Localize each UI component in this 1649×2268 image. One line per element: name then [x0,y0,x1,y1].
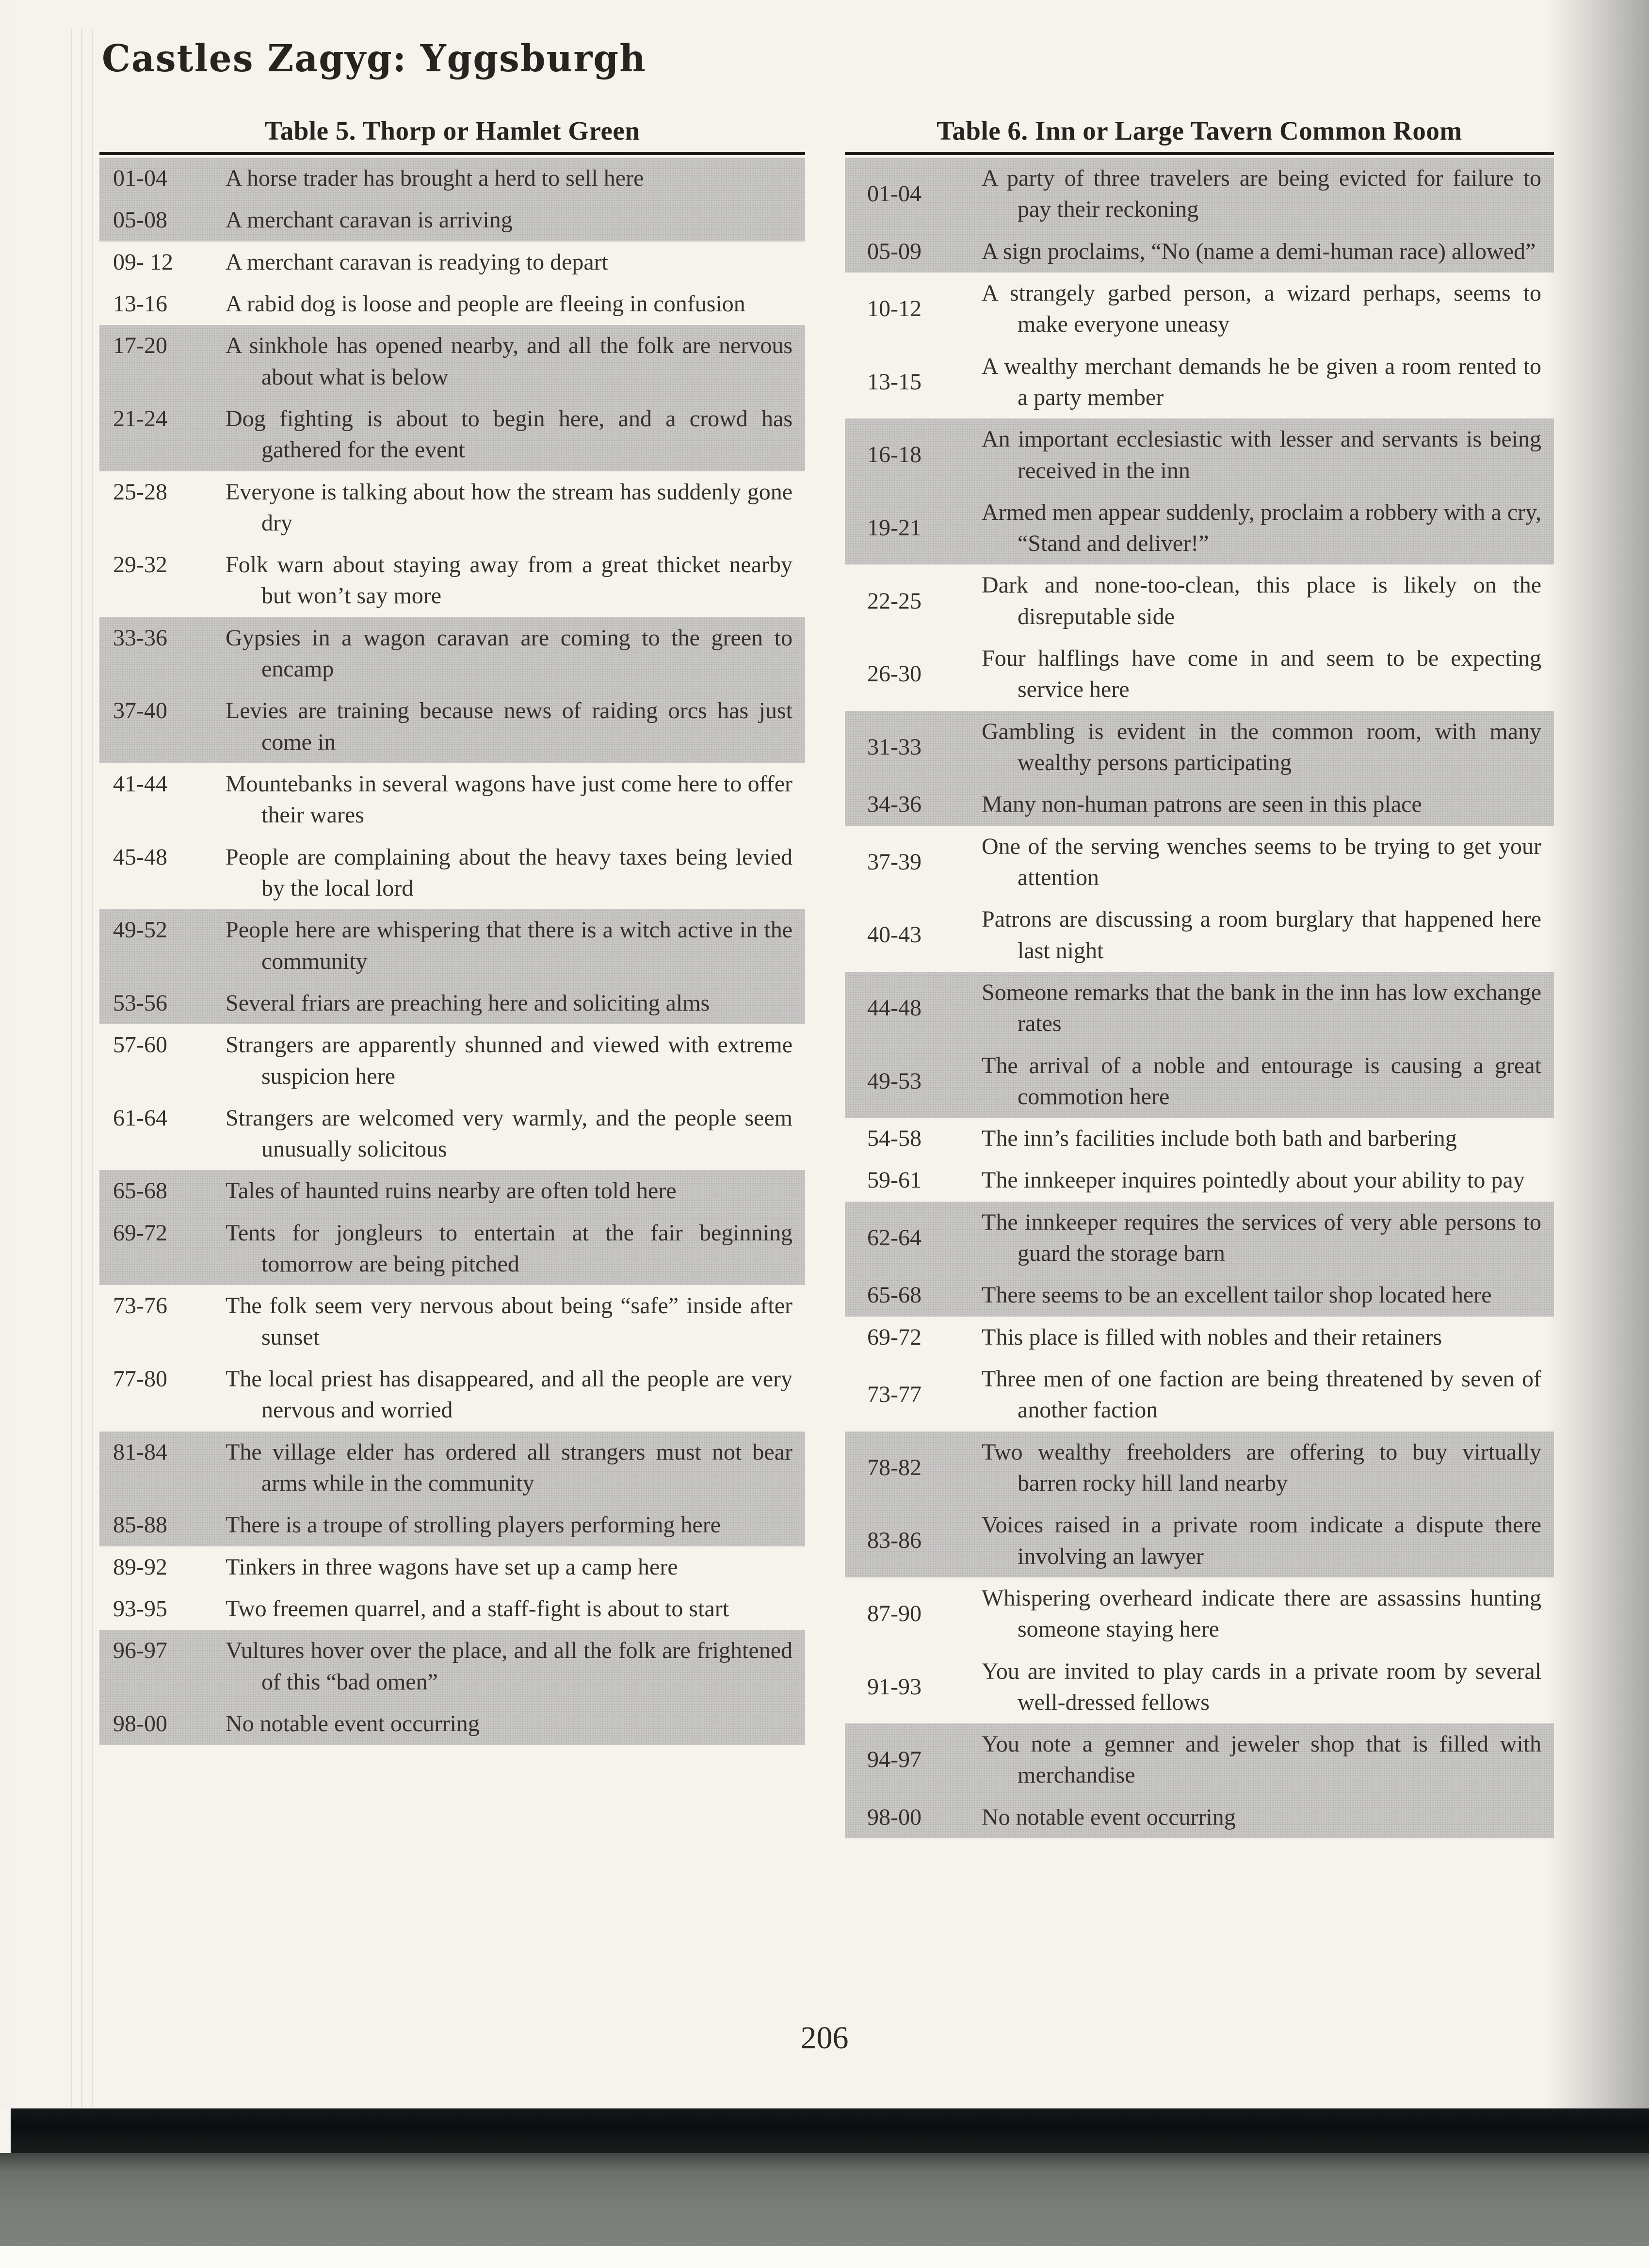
event-description: Many non-human patrons are seen in this place [982,791,1422,818]
event-description: A merchant caravan is arriving [226,207,513,233]
event-description: You note a gemner and jeweler shop that is filled with merchandise [982,1731,1541,1788]
event-description: Strangers are welcomed very warmly, and the people seem unusually solicitous [226,1105,792,1162]
event-description: There seems to be an excellent tailor shop located here [982,1282,1492,1308]
dice-range: 26-30 [867,661,922,687]
table-row [99,158,805,199]
dice-range: 87-90 [867,1601,922,1627]
event-description: Tales of haunted ruins nearby are often told here [226,1178,677,1204]
dice-range: 78-82 [867,1454,922,1480]
event-description: A rabid dog is loose and people are fleeing in confusion [226,290,745,317]
table-row [845,158,1554,231]
page-spine-shadow [1545,0,1649,2110]
event-description: A sign proclaims, “No (name a demi-human race) allowed” [982,238,1536,264]
dice-range: 29-32 [113,552,167,578]
event-description: There is a troupe of strolling players performing here [226,1512,721,1538]
event-description: The local priest has disappeared, and all the people are very nervous and worried [226,1366,792,1423]
table-row [99,1703,805,1745]
dice-range: 33-36 [113,625,167,651]
event-description: You are invited to play cards in a private room by several well-dressed fellows [982,1658,1541,1715]
dice-range: 59-61 [867,1167,922,1193]
dice-range: 57-60 [113,1032,167,1058]
dice-range: 81-84 [113,1439,167,1465]
table-row [99,241,805,283]
table-row [99,1432,805,1505]
dice-range: 61-64 [113,1105,167,1131]
scan-artifact-black-band [11,2108,1649,2153]
dice-range: 73-76 [113,1293,167,1319]
event-description: Voices raised in a private room indicate a dispute there involving an lawyer [982,1512,1541,1569]
event-description: Someone remarks that the bank in the inn has low exchange rates [982,979,1541,1037]
table-row [845,972,1554,1045]
event-description: Two freemen quarrel, and a staff-fight is about to start [226,1595,729,1622]
table-row [99,325,805,398]
page-number: 206 [800,2020,849,2056]
dice-range: 85-88 [113,1512,167,1538]
event-description: This place is filled with nobles and their retainers [982,1324,1442,1350]
event-description: A merchant caravan is readying to depart [226,249,608,275]
table-row [845,418,1554,492]
event-description: Gambling is evident in the common room, with many wealthy persons participating [982,718,1541,775]
table-row [845,638,1554,711]
dice-range: 98-00 [867,1804,922,1830]
event-description: A wealthy merchant demands he be given a room rented to a party member [982,353,1541,410]
dice-range: 98-00 [113,1710,167,1737]
dice-range: 37-39 [867,849,922,875]
dice-range: 21-24 [113,405,167,432]
scan-left-margin [0,0,15,2109]
event-description: Three men of one faction are being threatened by seven of another faction [982,1366,1541,1423]
event-description: A party of three travelers are being evicted for failure to pay their reckoning [982,165,1541,223]
dice-range: 22-25 [867,588,922,614]
table-row [99,398,805,471]
scan-artifact-gray-band [0,2153,1649,2246]
event-description: Gypsies in a wagon caravan are coming to the green to encamp [226,625,792,682]
dice-range: 94-97 [867,1747,922,1773]
event-description: The innkeeper requires the services of very able persons to guard the storage barn [982,1209,1541,1267]
table-6-rows [845,158,1554,1838]
dice-range: 13-16 [113,290,167,317]
table-row [99,763,805,836]
event-description: People here are whispering that there is a witch active in the community [226,917,792,974]
event-description: Patrons are discussing a room burglary that happened here last night [982,906,1541,964]
table-row [99,1546,805,1588]
dice-range: 77-80 [113,1366,167,1392]
table-row [845,826,1554,899]
event-description: Dog fighting is about to begin here, and a crowd has gathered for the event [226,405,792,463]
dice-range: 05-09 [867,238,922,264]
dice-range: 49-53 [867,1068,922,1094]
table-row [845,1118,1554,1159]
table-5-top-rule [99,152,805,155]
dice-range: 40-43 [867,922,922,948]
table-row [99,283,805,325]
table-6-title: Table 6. Inn or Large Tavern Common Room [937,116,1462,145]
table-row [99,1358,805,1432]
event-description: A horse trader has brought a herd to sell here [226,165,644,191]
table-6-top-rule [845,152,1554,155]
table-row [99,1504,805,1546]
dice-range: 96-97 [113,1638,167,1664]
event-description: Levies are training because news of raiding orcs has just come in [226,698,792,755]
dice-range: 17-20 [113,333,167,359]
table-row [99,1588,805,1630]
event-description: Tinkers in three wagons have set up a camp here [226,1554,678,1580]
dice-range: 37-40 [113,698,167,724]
book-running-header: Castles Zagyg: Yggsburgh [102,37,647,80]
table-row [845,899,1554,972]
dice-range: 44-48 [867,995,922,1021]
event-description: Folk warn about staying away from a great thicket nearby but won’t say more [226,552,792,609]
table-row [845,564,1554,638]
table-row [845,1202,1554,1275]
table-row [99,690,805,763]
table-row [845,1274,1554,1316]
dice-range: 62-64 [867,1224,922,1251]
dice-range: 65-68 [867,1282,922,1308]
dice-range: 05-08 [113,207,167,233]
table-row [845,784,1554,825]
page-stack-edge-line [81,29,82,2107]
event-description: A strangely garbed person, a wizard perhaps, seems to make everyone uneasy [982,280,1541,338]
event-description: A sinkhole has opened nearby, and all the folk are nervous about what is below [226,333,792,390]
dice-range: 45-48 [113,844,167,870]
dice-range: 53-56 [113,990,167,1016]
dice-range: 91-93 [867,1673,922,1700]
table-row [99,909,805,982]
event-description: One of the serving wenches seems to be trying to get your attention [982,833,1541,890]
table-row [99,836,805,910]
table-row [99,1212,805,1286]
event-description: People are complaining about the heavy taxes being levied by the local lord [226,844,792,901]
event-description: Armed men appear suddenly, proclaim a robbery with a cry, “Stand and deliver!” [982,499,1541,557]
table-row [99,1285,805,1358]
event-description: Tents for jongleurs to entertain at the fair beginning tomorrow are being pitched [226,1220,792,1277]
table-row [845,273,1554,346]
table-row [99,617,805,691]
dice-range: 13-15 [867,369,922,395]
event-description: Dark and none-too-clean, this place is likely on the disreputable side [982,572,1541,629]
table-row [845,1797,1554,1838]
dice-range: 65-68 [113,1178,167,1204]
table-row [99,982,805,1024]
table-5-rows [99,158,805,1745]
table-row [845,1577,1554,1651]
table-row [845,1045,1554,1118]
dice-range: 01-04 [867,181,922,207]
dice-range: 41-44 [113,771,167,797]
table-row [845,1651,1554,1724]
table-row [845,346,1554,419]
event-description: Two wealthy freeholders are offering to buy virtually barren rocky hill land nearby [982,1439,1541,1496]
event-description: Four halflings have come in and seem to be expecting service here [982,645,1541,703]
table-row [99,544,805,617]
event-description: An important ecclesiastic with lesser and servants is being received in the inn [982,426,1541,483]
dice-range: 16-18 [867,442,922,468]
dice-range: 19-21 [867,515,922,541]
table-5-section [99,115,805,1745]
event-description: The innkeeper inquires pointedly about your ability to pay [982,1167,1525,1193]
event-description: No notable event occurring [982,1804,1236,1830]
table-row [99,1024,805,1097]
table-row [99,1097,805,1171]
dice-range: 83-86 [867,1528,922,1554]
event-description: The arrival of a noble and entourage is causing a great commotion here [982,1052,1541,1110]
dice-range: 49-52 [113,917,167,943]
table-row [845,1358,1554,1432]
dice-range: 01-04 [113,165,167,191]
dice-range: 31-33 [867,734,922,760]
event-description: Everyone is talking about how the stream has suddenly gone dry [226,479,792,536]
event-description: No notable event occurring [226,1710,480,1737]
table-row [845,231,1554,273]
dice-range: 10-12 [867,296,922,322]
event-description: Strangers are apparently shunned and viewed with extreme suspicion here [226,1032,792,1089]
dice-range: 09- 12 [113,249,173,275]
event-description: The inn’s facilities include both bath and barbering [982,1126,1457,1152]
page-stack-edge-line [71,29,72,2107]
table-row [845,1159,1554,1201]
table-5-title: Table 5. Thorp or Hamlet Green [264,116,640,145]
event-description: The village elder has ordered all strangers must not bear arms while in the community [226,1439,792,1496]
dice-range: 69-72 [113,1220,167,1246]
dice-range: 89-92 [113,1554,167,1580]
table-row [845,1317,1554,1358]
table-6-section [845,115,1554,1838]
table-row [845,492,1554,565]
dice-range: 34-36 [867,791,922,818]
scan-artifact-white-strip [0,2246,1649,2268]
event-description: Several friars are preaching here and soliciting alms [226,990,710,1016]
table-row [99,199,805,241]
table-row [845,1432,1554,1505]
dice-range: 93-95 [113,1595,167,1622]
event-description: Mountebanks in several wagons have just come here to offer their wares [226,771,792,828]
table-row [99,1170,805,1212]
event-description: Whispering overheard indicate there are assassins hunting someone staying here [982,1585,1541,1642]
dice-range: 73-77 [867,1382,922,1408]
dice-range: 25-28 [113,479,167,505]
dice-range: 69-72 [867,1324,922,1350]
event-description: The folk seem very nervous about being “safe” inside after sunset [226,1293,792,1350]
table-row [99,1630,805,1703]
page-stack-edge-line [92,29,93,2107]
event-description: Vultures hover over the place, and all the folk are frightened of this “bad omen” [226,1638,792,1695]
table-row [99,471,805,545]
dice-range: 54-58 [867,1126,922,1152]
table-row [845,1723,1554,1797]
table-row [845,1504,1554,1577]
table-row [845,711,1554,784]
